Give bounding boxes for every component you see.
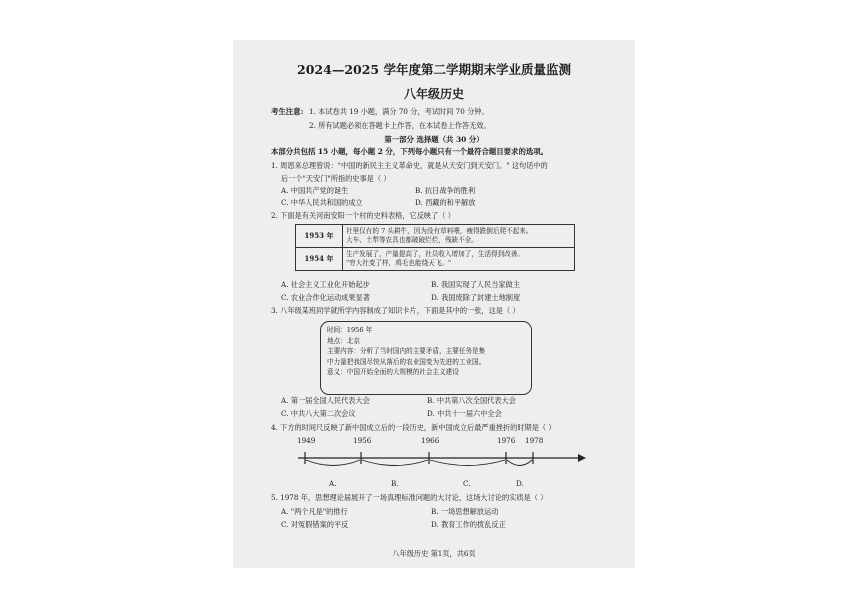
timeline-label: D. [516, 479, 524, 488]
table-row [296, 225, 575, 248]
table-text-cell [343, 225, 575, 248]
card-place: 地点：北京 [327, 336, 360, 345]
exam-title: 2024—2025 学年度第二学期期末学业质量监测 [297, 62, 571, 77]
card-meaning: 意义：中国开始全面的大规模的社会主义建设 [327, 368, 459, 377]
q1-option-b: B. 抗日战争的胜利 [415, 186, 476, 195]
q2-option-a: A. 社会主义工业化开始起步 [281, 280, 370, 289]
q3-knowledge-card [320, 321, 532, 395]
table-text-line: 生产发展了，产量提高了，社员收入增加了，生活得到改善。 [346, 249, 525, 258]
table-text-line: 社里仅有的 7 头耕牛，因为没有草料喂，瘦得跌倒后爬不起来。 [346, 227, 533, 235]
q3-option-c: C. 中共八大第二次会议 [281, 409, 356, 418]
timeline-label: A. [329, 479, 337, 488]
part1-instruction: 本部分共包括 15 小题，每小题 2 分，下列每小题只有一个最符合题目要求的选项。 [271, 147, 549, 156]
q3-stem: 3. 八年级某班同学就所学内容制成了知识卡片，下面是其中的一张，这是（ ） [271, 306, 520, 315]
card-content-line: 主要内容：分析了当时国内的主要矛盾，主要任务是集 [327, 347, 486, 356]
timeline-ruler [233, 444, 635, 494]
timeline-year: 1978 [525, 436, 544, 445]
q5-option-d: D. 教育工作的拨乱反正 [431, 520, 506, 529]
q5-stem: 5. 1978 年，思想理论届展开了一场真理标准问题的大讨论，这场大讨论的实质是（ ） [271, 493, 548, 502]
card-content-line: 中力量把我国尽快从落后的农业国变为先进的工业国。 [327, 357, 486, 366]
timeline-year: 1956 [353, 436, 372, 445]
q1-stem-line1: 1. 周恩来总理曾说："中国的新民主主义革命史，就是从天安门到天安门。" 这句话中的 [271, 161, 548, 170]
timeline-year: 1949 [297, 436, 316, 445]
q5-option-a: A. "两个凡是"的推行 [281, 507, 348, 516]
table-row [296, 247, 575, 270]
q2-source-table [295, 224, 575, 271]
q2-option-c: C. 农业合作化运动成果显著 [281, 293, 370, 302]
exam-paper [233, 40, 635, 568]
table-text-line: 大车、土犁等农具也都破破烂烂，残缺不全。 [346, 235, 478, 244]
q1-option-a: A. 中国共产党的诞生 [281, 186, 349, 195]
table-text-cell [343, 247, 575, 270]
q1-option-c: C. 中华人民共和国的成立 [281, 198, 363, 207]
q2-option-d: D. 我国废除了封建土地制度 [431, 293, 521, 302]
table-text-line: "穷大社变了样，鸡毛也能绕天飞。" [346, 258, 451, 267]
timeline-label: C. [463, 479, 471, 488]
q4-stem: 4. 下方的时间尺反映了新中国成立后的一段历史，新中国成立后最严重挫折的时期是（ ） [271, 423, 556, 432]
notice-line-1: 1. 本试卷共 19 小题，满分 70 分，考试时间 70 分钟。 [309, 107, 489, 116]
timeline-year: 1976 [497, 436, 516, 445]
timeline-label: B. [391, 479, 399, 488]
q3-option-a: A. 第一届全国人民代表大会 [281, 396, 370, 405]
card-time: 时间：1956 年 [327, 326, 373, 334]
q5-option-c: C. 对冤假错案的平反 [281, 520, 349, 529]
table-year-cell: 1954 年 [296, 247, 343, 270]
q2-stem: 2. 下面是有关河南安阳一个村的史料表格，它反映了（ ） [271, 211, 455, 220]
q1-stem-line2: 后一个"天安门"所指的史事是（ ） [281, 174, 391, 183]
q3-option-b: B. 中共第八次全国代表大会 [427, 396, 516, 405]
q5-option-b: B. 一场思想解放运动 [431, 507, 499, 516]
subject-title: 八年级历史 [403, 87, 464, 101]
table-year-cell: 1953 年 [296, 225, 343, 248]
q2-option-b: B. 我国实现了人民当家做主 [431, 280, 520, 289]
q3-option-d: D. 中共十一届六中全会 [427, 409, 502, 418]
notice-line-2: 2. 所有试题必须在答题卡上作答，在本试卷上作答无效。 [309, 121, 491, 130]
notice-label: 考生注意: [271, 107, 304, 116]
page-footer: 八年级历史 第1页，共6页 [392, 549, 476, 558]
q1-option-d: D. 西藏的和平解放 [415, 198, 476, 207]
timeline-year: 1966 [421, 436, 440, 445]
part1-heading: 第一部分 选择题（共 30 分） [384, 135, 484, 144]
